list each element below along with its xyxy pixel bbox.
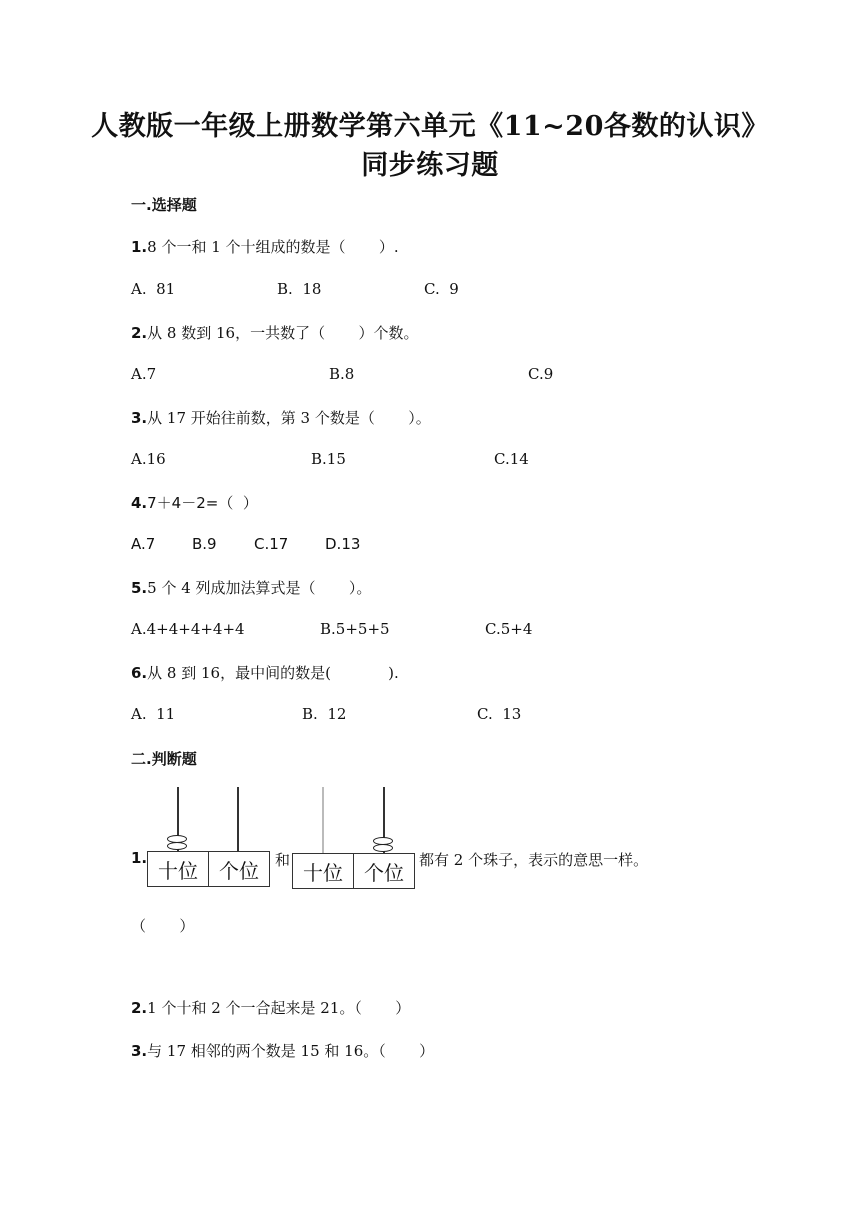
q6-option-c: C. 13	[477, 705, 522, 723]
question-1: 1.8 个一和 1 个十组成的数是（ ）.	[131, 238, 399, 256]
question-2: 2.从 8 数到 16，一共数了（ ）个数。	[131, 324, 419, 342]
q6-option-b: B. 12	[302, 705, 347, 723]
abacus-ones-label: 个位	[353, 854, 414, 888]
bead-icon	[373, 844, 393, 852]
q3-option-c: C.14	[494, 450, 529, 468]
page-subtitle: 同步练习题	[361, 150, 499, 181]
q5-option-c: C.5+4	[485, 620, 533, 638]
abacus-left-frame	[147, 851, 270, 887]
abacus-left	[147, 787, 269, 887]
bead-icon	[167, 842, 187, 850]
q2-option-b: B.8	[329, 365, 355, 383]
question-3: 3.从 17 开始往前数，第 3 个数是（ ）。	[131, 409, 431, 427]
q1-option-a: A. 81	[131, 280, 176, 298]
abacus-tens-label: 十位	[303, 860, 343, 885]
section-choice-heading: 一.选择题	[131, 196, 197, 214]
abacus-right-tens-rod	[322, 787, 324, 853]
q3-option-a: A.16	[131, 450, 166, 468]
question-4: 4.7＋4－2=（ ）	[131, 494, 258, 512]
judge-2: 2.1 个十和 2 个一合起来是 21。（ ）	[131, 999, 411, 1017]
q4-option-a: A.7	[131, 535, 156, 553]
judge-1-answer-paren: （ ）	[131, 917, 195, 935]
q4-option-d: D.13	[325, 535, 361, 553]
q5-option-b: B.5+5+5	[320, 620, 390, 638]
page-title: 人教版一年级上册数学第六单元《11~20各数的认识》	[91, 111, 769, 142]
question-6: 6.从 8 到 16，最中间的数是( ).	[131, 664, 399, 682]
q4-option-c: C.17	[254, 535, 289, 553]
abacus-left-ones-rod	[237, 787, 239, 851]
judge-3: 3.与 17 相邻的两个数是 15 和 16。（ ）	[131, 1042, 435, 1060]
judge-1-and: 和	[275, 851, 291, 869]
q1-option-b: B. 18	[277, 280, 322, 298]
q2-option-a: A.7	[131, 365, 157, 383]
q1-option-c: C. 9	[424, 280, 459, 298]
q6-option-a: A. 11	[131, 705, 176, 723]
abacus-right	[292, 787, 414, 889]
judge-1-text: 都有 2 个珠子，表示的意思一样。	[419, 851, 649, 869]
q4-option-b: B.9	[192, 535, 217, 553]
q5-option-a: A.4+4+4+4+4	[131, 620, 245, 638]
question-5: 5.5 个 4 列成加法算式是（ ）。	[131, 579, 372, 597]
judge-1-number: 1.	[131, 849, 148, 867]
section-judge-heading: 二.判断题	[131, 750, 197, 768]
abacus-ones-label: 个位	[208, 852, 269, 886]
q2-option-c: C.9	[528, 365, 554, 383]
q3-option-b: B.15	[311, 450, 346, 468]
abacus-tens-label: 十位	[158, 858, 198, 883]
abacus-right-frame	[292, 853, 415, 889]
